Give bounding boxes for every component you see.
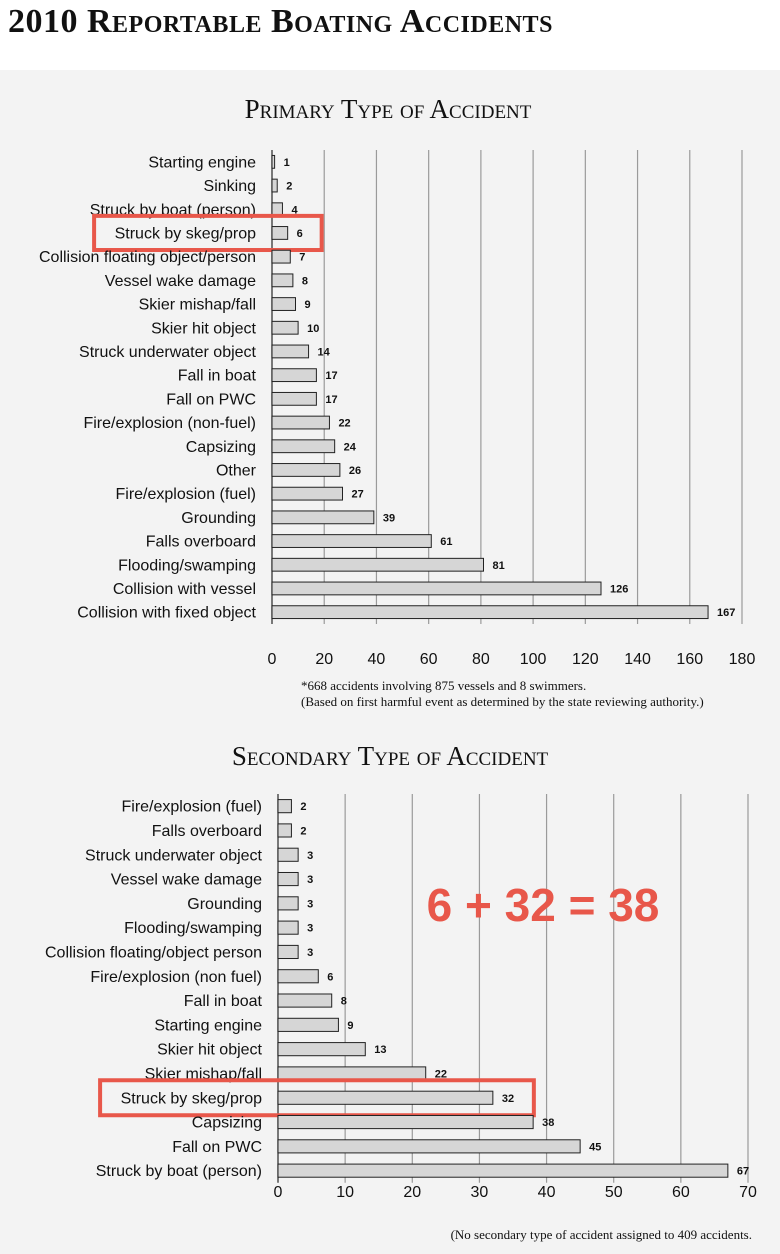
chart2-value-label: 67 — [736, 1165, 750, 1178]
chart1-bar — [272, 606, 708, 619]
chart2-value-label: 3 — [307, 946, 314, 959]
chart1-bar — [272, 203, 282, 216]
chart1-category-label: Grounding — [181, 509, 256, 527]
chart1-value-label: 61 — [440, 536, 453, 549]
chart1-category-label: Fire/explosion (non-fuel) — [83, 415, 256, 433]
chart2-bar — [278, 800, 291, 813]
chart1-value-label: 10 — [307, 322, 320, 335]
chart1-category-label: Fall on PWC — [166, 391, 256, 409]
chart2-bar — [278, 1018, 338, 1031]
chart1-bar — [272, 155, 275, 168]
chart2-category-label: Struck by skeg/prop — [120, 1090, 262, 1108]
chart2-category-label: Skier mishap/fall — [144, 1065, 262, 1083]
chart2-tick-label: 70 — [739, 1184, 757, 1201]
chart2-bar — [278, 1164, 728, 1177]
chart1-bar — [272, 416, 329, 429]
chart1-bar — [272, 345, 309, 358]
chart1-tick-label: 40 — [367, 651, 386, 668]
chart1-category-label: Collision with fixed object — [77, 604, 256, 622]
chart2-bar — [278, 1115, 533, 1128]
chart2-value-label: 38 — [542, 1117, 555, 1130]
chart1-bar — [272, 298, 296, 311]
chart2-category-label: Flooding/swamping — [124, 920, 262, 938]
chart1-value-label: 1 — [283, 156, 290, 169]
chart1-category-label: Capsizing — [185, 438, 256, 456]
chart1-bar — [272, 179, 277, 192]
chart2-category-label: Struck underwater object — [85, 847, 262, 865]
chart1-value-label: 8 — [301, 275, 309, 288]
chart2-value-label: 2 — [300, 825, 307, 838]
chart1-category-label: Skier mishap/fall — [138, 296, 256, 314]
chart2-category-label: Vessel wake damage — [110, 871, 262, 889]
chart1-value-label: 4 — [291, 204, 298, 217]
chart2-bar — [278, 970, 318, 983]
chart1-tick-label: 160 — [676, 651, 704, 668]
chart1-value-label: 17 — [325, 370, 338, 383]
chart1-bar — [272, 274, 293, 287]
chart2-category-label: Capsizing — [191, 1114, 262, 1132]
chart2-value-label: 2 — [300, 801, 307, 814]
chart1-bar — [272, 392, 316, 405]
chart2-category-label: Collision floating/object person — [44, 944, 262, 962]
chart1-tick-label: 120 — [571, 651, 599, 668]
chart2-bar — [278, 824, 291, 837]
chart2-category-label: Grounding — [187, 895, 262, 913]
chart1-bar — [272, 582, 601, 595]
chart1-bar — [272, 321, 298, 334]
chart1-value-label: 22 — [338, 417, 351, 430]
chart1-value-label: 39 — [382, 512, 396, 525]
chart1-value-label: 6 — [296, 227, 303, 240]
chart1-tick-label: 100 — [519, 651, 547, 668]
chart2-footnote: (No secondary type of accident assigned to 409 accidents. — [450, 1227, 752, 1242]
chart1-bar — [272, 250, 290, 263]
chart1-footnote: (Based on first harmful event as determined by the state reviewing authority.) — [301, 694, 704, 709]
chart1-category-label: Collision floating object/person — [38, 249, 256, 267]
chart1-bar — [272, 369, 316, 382]
chart2-category-label: Starting engine — [154, 1017, 262, 1035]
chart1-bar — [272, 558, 484, 571]
chart1-category-label: Collision with vessel — [112, 580, 256, 598]
chart1-bar — [272, 487, 343, 500]
chart1-category-label: Starting engine — [148, 154, 256, 172]
chart2-category-label: Fall on PWC — [172, 1138, 262, 1156]
chart1-title: Primary Type of Accident — [244, 94, 532, 124]
chart1-category-label: Vessel wake damage — [104, 272, 256, 290]
chart2-tick-label: 40 — [537, 1184, 556, 1201]
chart2-bar — [278, 872, 298, 885]
chart2-tick-label: 20 — [403, 1184, 422, 1201]
chart2-category-label: Fall in boat — [183, 993, 262, 1011]
chart2-category-label: Struck by boat (person) — [95, 1163, 262, 1181]
chart2-bar — [278, 1140, 580, 1153]
chart2-bar — [278, 1067, 426, 1080]
chart1-bar — [272, 227, 288, 240]
chart2-bar — [278, 1091, 493, 1104]
chart1-category-label: Flooding/swamping — [118, 557, 256, 575]
chart2-bar — [278, 848, 298, 861]
chart2-value-label: 9 — [347, 1019, 354, 1032]
chart1-tick-label: 80 — [471, 651, 490, 668]
chart2-tick-label: 50 — [604, 1184, 623, 1201]
chart1-category-label: Other — [215, 462, 256, 480]
chart1-category-label: Fall in boat — [177, 367, 256, 385]
chart2-category-label: Fire/explosion (non fuel) — [90, 968, 262, 986]
chart2-value-label: 13 — [374, 1044, 387, 1057]
chart2-category-label: Falls overboard — [151, 822, 262, 840]
chart2-value-label: 3 — [307, 898, 314, 911]
chart2-tick-label: 0 — [273, 1184, 283, 1201]
chart1-value-label: 81 — [492, 559, 505, 572]
chart1-category-label: Struck by boat (person) — [89, 201, 256, 219]
chart2-value-label: 6 — [327, 971, 334, 984]
chart2-tick-label: 30 — [470, 1184, 489, 1201]
chart1-tick-label: 60 — [419, 651, 438, 668]
chart1-value-label: 24 — [343, 441, 356, 454]
chart1-value-label: 9 — [304, 299, 311, 312]
chart2-value-label: 45 — [589, 1141, 602, 1154]
chart2-value-label: 22 — [434, 1068, 447, 1081]
chart1-tick-label: 0 — [267, 651, 277, 668]
chart1-value-label: 126 — [610, 583, 629, 596]
chart2-tick-label: 60 — [671, 1184, 690, 1201]
chart1-tick-label: 20 — [315, 651, 334, 668]
chart1-value-label: 7 — [299, 251, 306, 264]
chart1-category-label: Fire/explosion (fuel) — [115, 486, 256, 504]
chart1-category-label: Sinking — [203, 178, 256, 196]
chart2-category-label: Skier hit object — [157, 1041, 262, 1059]
chart2-bar — [278, 921, 298, 934]
chart2-bar — [278, 945, 298, 958]
chart1-tick-label: 140 — [624, 651, 651, 668]
chart1-value-label: 17 — [325, 393, 338, 406]
chart1-value-label: 167 — [717, 607, 736, 620]
chart2-value-label: 3 — [307, 849, 314, 862]
chart2-value-label: 8 — [340, 995, 347, 1008]
chart1-footnote: *668 accidents involving 875 vessels and 8 swimmers. — [301, 678, 587, 693]
chart2-category-label: Fire/explosion (fuel) — [121, 798, 262, 816]
chart1-value-label: 2 — [286, 180, 293, 193]
chart1-bar — [272, 511, 374, 524]
chart1-bar — [272, 440, 335, 453]
chart1-tick-label: 180 — [728, 651, 756, 668]
chart2-bar — [278, 1043, 365, 1056]
sum-annotation: 6 + 32 = 38 — [426, 879, 660, 931]
chart2-value-label: 3 — [307, 874, 314, 887]
chart1-bar — [272, 535, 431, 548]
chart1-category-label: Struck underwater object — [79, 343, 256, 361]
page-title: 2010 Reportable Boating Accidents — [0, 0, 780, 48]
chart1-bar — [272, 464, 340, 477]
chart2-title: Secondary Type of Accident — [231, 741, 549, 771]
chart2-bar — [278, 994, 332, 1007]
chart2-tick-label: 10 — [336, 1184, 355, 1201]
chart2-bar — [278, 897, 298, 910]
chart1-category-label: Falls overboard — [145, 533, 256, 551]
chart1-category-label: Struck by skeg/prop — [114, 225, 256, 243]
chart1-value-label: 27 — [351, 488, 364, 501]
chart2-value-label: 3 — [307, 922, 314, 935]
chart2-value-label: 32 — [501, 1092, 515, 1105]
chart1-value-label: 14 — [317, 346, 330, 359]
chart1-category-label: Skier hit object — [151, 320, 256, 338]
chart1-value-label: 26 — [348, 464, 362, 477]
